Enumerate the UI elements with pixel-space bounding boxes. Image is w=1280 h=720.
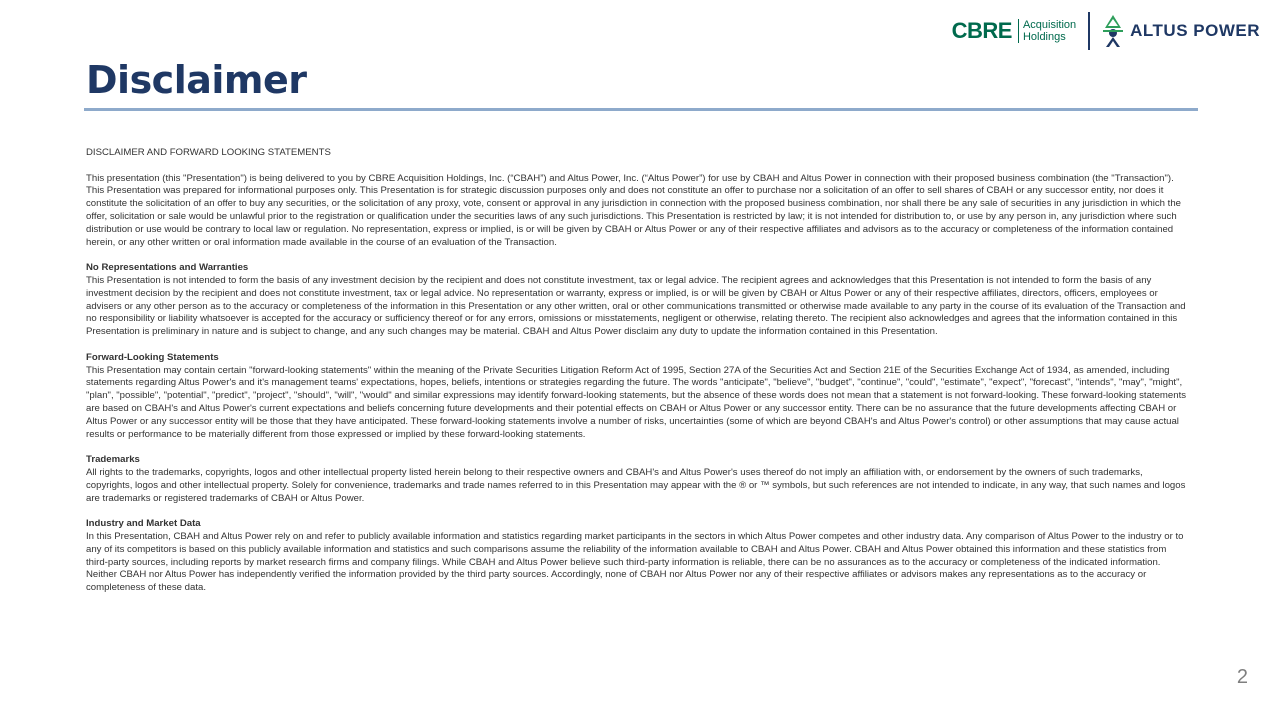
forward-looking-heading: Forward-Looking Statements	[86, 351, 219, 363]
spacer	[86, 441, 1190, 454]
disclaimer-body	[86, 147, 1190, 595]
altus-mark-icon	[1100, 14, 1126, 48]
spacer	[86, 505, 1190, 518]
intro-heading: DISCLAIMER AND FORWARD LOOKING STATEMENTS	[86, 147, 331, 158]
header-logos	[952, 12, 1260, 50]
cbre-logo-sub-line2: Holdings	[1022, 31, 1066, 43]
page-number: 2	[1236, 666, 1248, 688]
cbre-logo-subtitle	[1018, 19, 1076, 43]
intro-paragraph: This presentation (this "Presentation") is being delivered to you by CBRE Acquisition Holdings, Inc. (“CBAH”) and Altus Power, Inc. (“Altus Power”) for use by CBAH and Altus Power in connection with their proposed business combination (the "Transaction"). This Presentation was prepared for informational purposes only. This Presentation is for strategic discussion purposes only and does not constitute an offer to purchase nor a solicitation of an offer to sell shares of CBAH or any successor entity, nor does it constitute the solicitation of an offer to buy any securities, or the solicitation of any proxy, vote, consent or approval in any jurisdiction in connection with the proposed business combination, nor shall there be any sale of securities in any jurisdiction in which the offer, solicitation or sale would be unlawful prior to the registration or qualification under the securities laws of any such jurisdictions. This Presentation is restricted by law; it is not intended for distribution to, or use by any person in, any jurisdiction where such distribution or use would be contrary to local law or regulation. No representation, express or implied, is or will be given by CBAH or Altus Power or any of their respective affiliates and advisors as to the accuracy or completeness of the information contained herein, or any other written or oral information made available in the course of an evaluation of the Transaction.	[86, 172, 1182, 248]
no-representations-heading: No Representations and Warranties	[86, 262, 249, 274]
cbre-logo-sub-line1: Acquisition	[1022, 19, 1077, 31]
altus-power-logo	[1100, 14, 1260, 48]
cbre-logo: CBRE	[951, 18, 1012, 43]
industry-market-data-heading: Industry and Market Data	[86, 518, 201, 530]
spacer	[86, 160, 1190, 173]
logo-divider	[1088, 12, 1090, 50]
spacer	[86, 249, 1190, 262]
altus-logo-text: ALTUS POWER	[1130, 21, 1260, 40]
trademarks-heading: Trademarks	[86, 454, 140, 466]
spacer	[86, 339, 1190, 352]
title-underline	[84, 108, 1198, 111]
forward-looking-paragraph: This Presentation may contain certain "forward-looking statements" within the meaning of the Private Securities Litigation Reform Act of 1995, Section 27A of the Securities Act and Section 21E of the Securities Exchange Act of 1934, as amended, including statements regarding Altus Power's and it's management teams' expectations, hopes, beliefs, intentions or strategies regarding the future. The words "anticipate", "believe", "budget", "continue", "could", "estimate", "expect", "forecast", "intends", "may", "might", "plan", "possible", "potential", "predict", "project", "should", "will", "would" and similar expressions may identify forward-looking statements, but the absence of these words does not mean that a statement is not forward-looking. These forward-looking statements are based on CBAH's and Altus Power's current expectations and beliefs concerning future developments and their potential effects on CBAH or Altus Power or any successor entity. There can be no assurance that the future developments affecting CBAH or Altus Power or any successor entity will be those that they have anticipated. These forward-looking statements involve a number of risks, uncertainties (some of which are beyond CBAH's and Altus Power's control) or other assumptions that may cause actual results or performance to be materially different from those expressed or implied by these forward-looking statements.	[86, 364, 1187, 440]
page-title: Disclaimer	[86, 58, 307, 102]
industry-market-data-paragraph: In this Presentation, CBAH and Altus Power rely on and refer to publicly available information and statistics regarding market participants in the sectors in which Altus Power competes and other industry data. Any comparison of Altus Power to the industry or to any of its competitors is based on this publicly available information and statistics and such comparisons assume the reliability of the information available to CBAH and Altus Power. CBAH and Altus Power obtained this information and these statistics from third-party sources, including reports by market research firms and company filings. While CBAH and Altus Power believe such third-party information is reliable, there can be no assurances as to the accuracy or completeness of the indicated information. Neither CBAH nor Altus Power has independently verified the information provided by the third party sources. Accordingly, none of CBAH nor Altus Power nor any of their respective affiliates or advisors makes any representations as to the accuracy or completeness of these data.	[86, 530, 1184, 594]
trademarks-paragraph: All rights to the trademarks, copyrights, logos and other intellectual property listed herein belong to their respective owners and CBAH's and Altus Power's uses thereof do not imply an affiliation with, or endorsement by the owners of such trademarks, copyrights, logos and other intellectual property. Solely for convenience, trademarks and trade names referred to in this Presentation may appear with the ® or ™ symbols, but such references are not intended to indicate, in any way, that such names and logos are trademarks or registered trademarks of CBAH or Altus Power.	[86, 466, 1186, 504]
no-representations-paragraph: This Presentation is not intended to form the basis of any investment decision by the recipient and does not constitute investment, tax or legal advice. The recipient agrees and acknowledges that this Presentation is not intended to form the basis of any investment decision by the recipient and does not constitute investment, tax or legal advice. No representation or warranty, express or implied, is or will be given by CBAH or Altus Power or any of their respective affiliates, directors, officers, employees or advisers or any other person as to the accuracy or completeness of the information in this Presentation or any other written, oral or other communications transmitted or otherwise made available to any party in the course of its evaluation of the Transaction and no responsibility or liability whatsoever is accepted for the accuracy or sufficiency thereof or for any errors, omissions or misstatements, negligent or otherwise, relating thereto. The recipient also acknowledges and agrees that the information contained in this Presentation is preliminary in nature and is subject to change, and any such changes may be material. CBAH and Altus Power disclaim any duty to update the information contained in this Presentation.	[86, 274, 1186, 338]
